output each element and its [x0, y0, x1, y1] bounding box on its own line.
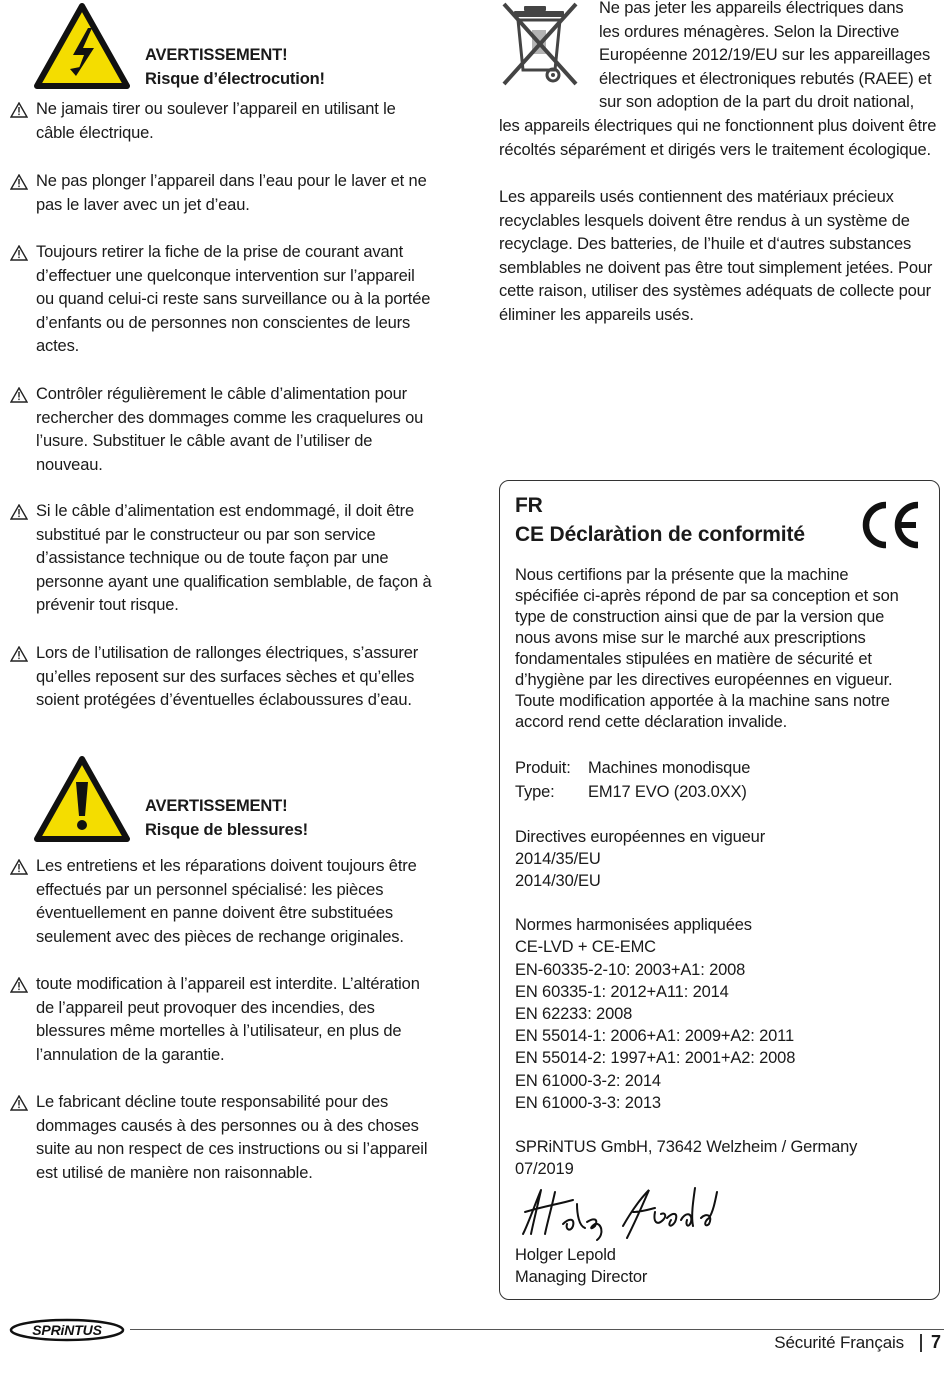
recycling-paragraph: Les appareils usés contiennent des matériaux précieux recyclables lesquels doivent être rendus à un système de recyclage. Des batteries, de l’huile et d‘autres substances semblables ne doivent pas être tout simplement jetées. Pour cette raison, utiliser des systèmes adéquats de collecte pour éliminer les appareils usés. — [499, 188, 933, 324]
list-item — [10, 973, 435, 1067]
weee-line: électriques et électroniques rebutés (RAEE) et — [599, 69, 932, 88]
ce-declaration-box — [499, 480, 940, 1300]
weee-line: Ne pas jeter les appareils électriques dans — [599, 0, 904, 17]
directive-item: 2014/35/EU — [515, 850, 601, 869]
type-row — [515, 781, 915, 805]
norm-item: EN 62233: 2008 — [515, 1005, 633, 1023]
list-item-text: Contrôler régulièrement le câble d’alimentation pour rechercher des dommages comme les craquelures ou l’usure. Substituer le câble avant de l’utiliser de nouveau. — [36, 385, 424, 474]
list-item — [10, 642, 435, 713]
list-item — [10, 98, 435, 145]
warning-triangle-icon — [10, 646, 28, 662]
directives-section — [515, 826, 915, 892]
norm-item: EN 55014-1: 2006+A1: 2009+A2: 2011 — [515, 1027, 794, 1046]
footer-section: Sécurité Français — [774, 1333, 904, 1352]
list-item-text: Toujours retirer la fiche de la prise de courant avant d’effectuer une quelconque intervention sur l’appareil ou quand celui-ci reste sans surveillance ou à la portée d’enfants ou de personnes non conscientes de leurs actes. — [36, 243, 431, 356]
warning-triangle-icon — [10, 102, 28, 118]
list-item — [10, 855, 435, 949]
norms-section — [515, 914, 915, 1114]
warning-title-electric — [145, 43, 325, 91]
crossed-out-wheelie-bin-icon — [498, 0, 588, 88]
product-label: Produit: — [515, 759, 571, 777]
electric-shock-warning-icon — [34, 3, 130, 89]
warning-triangle-icon — [10, 977, 28, 993]
list-item-text: Si le câble d’alimentation est endommagé, il doit être substitué par le constructeur ou par son service d’assistance technique ou de toute façon par une personne ayant une qualification semblable, de façon à prévenir tout risque. — [36, 502, 432, 615]
weee-notice — [599, 0, 944, 115]
norm-item: EN 61000-3-3: 2013 — [515, 1093, 661, 1112]
norm-item: EN 55014-2: 1997+A1: 2001+A2: 2008 — [515, 1049, 796, 1068]
signature — [515, 1182, 725, 1242]
list-item — [10, 241, 435, 359]
page-number: 7 — [931, 1332, 941, 1352]
list-item — [10, 1091, 435, 1185]
footer-separator — [920, 1334, 922, 1352]
sprintus-logo — [8, 1318, 126, 1342]
warning-heading: AVERTISSEMENT! — [145, 46, 288, 64]
footer-rule — [130, 1329, 944, 1330]
product-row — [515, 757, 915, 781]
warning-triangle-icon — [10, 859, 28, 875]
exclamation-warning-icon — [34, 756, 130, 842]
list-item-text: Le fabricant décline toute responsabilité pour des dommages causés à des personnes ou à des choses suite au non respect de ces instructions ou si l’appareil est utilisé de manière non raisonnable. — [36, 1093, 428, 1182]
warning-triangle-icon — [10, 1095, 28, 1111]
directives-heading: Directives européennes en vigueur — [515, 828, 766, 847]
warning-triangle-icon — [10, 387, 28, 403]
list-item-text: Lors de l’utilisation de rallonges électriques, s’assurer qu’elles reposent sur des surfaces sèches et qu’elles soient protégées d’éventuelles éclaboussures d’eau. — [36, 644, 419, 710]
list-item-text: Ne pas plonger l’appareil dans l’eau pour le laver et ne pas le laver avec un jet d’eau. — [36, 172, 427, 214]
weee-line: les ordures ménagères. Selon la Directive — [599, 22, 900, 41]
list-item — [10, 500, 435, 618]
weee-continuation: les appareils électriques qui ne fonctionnent plus doivent être récoltés séparément et dirigés vers le traitement écologique. — [499, 117, 937, 159]
warning-subheading: Risque d’électrocution! — [145, 70, 325, 88]
warning-triangle-icon — [10, 245, 28, 261]
list-item-text: toute modification à l’appareil est interdite. L’altération de l’appareil peut provoquer des incendies, des blessures même mortelles à l’utilisateur, en plus de l’annulation de la garantie. — [36, 975, 420, 1064]
directive-item: 2014/30/EU — [515, 872, 601, 891]
list-item — [10, 170, 435, 217]
declaration-language: FR — [515, 494, 543, 517]
declaration-title: CE Déclaràtion de conformité — [515, 523, 805, 546]
norm-item: EN-60335-2-10: 2003+A1: 2008 — [515, 960, 746, 979]
norm-item: CE-LVD + CE-EMC — [515, 938, 656, 957]
norm-item: EN 61000-3-2: 2014 — [515, 1071, 661, 1090]
type-label: Type: — [515, 782, 555, 801]
warning-subheading: Risque de blessures! — [145, 821, 308, 839]
list-item-text: Ne jamais tirer ou soulever l’appareil en utilisant le câble électrique. — [36, 100, 396, 142]
warning-triangle-icon — [10, 174, 28, 190]
warning-title-injury — [145, 794, 308, 842]
product-value: Machines monodisque — [588, 759, 751, 777]
svg-text:SPRiNTUS: SPRiNTUS — [32, 1322, 102, 1338]
weee-line: Européenne 2012/19/EU sur les appareillages — [599, 46, 931, 65]
norms-heading: Normes harmonisées appliquées — [515, 916, 752, 935]
company-address: SPRiNTUS GmbH, 73642 Welzheim / Germany — [515, 1138, 858, 1157]
warning-heading: AVERTISSEMENT! — [145, 797, 288, 815]
signer-role: Managing Director — [515, 1268, 648, 1287]
warning-triangle-icon — [10, 504, 28, 520]
signer-name: Holger Lepold — [515, 1246, 616, 1265]
weee-line: sur son adoption de la part du droit national, — [599, 93, 915, 112]
declaration-intro: Nous certifions par la présente que la machine spécifiée ci-après répond de par sa conception et son type de construction ainsi que de par la version que nous avons mise sur le marché aux prescriptions fondamentales stipulées en matière de sécurité et d’hygiène par les directives européennes en vigueur. Toute modification apportée à la machine sans notre accord rend cette déclaration invalide. — [515, 566, 899, 731]
type-value: EM17 EVO (203.0XX) — [588, 782, 747, 801]
list-item — [10, 383, 435, 477]
declaration-date: 07/2019 — [515, 1160, 574, 1179]
norm-item: EN 60335-1: 2012+A11: 2014 — [515, 982, 729, 1001]
list-item-text: Les entretiens et les réparations doivent toujours être effectués par un personnel spécialisé: les pièces éventuellement en panne doivent être substituées seulement avec des pièces de rechange originales. — [36, 857, 417, 946]
